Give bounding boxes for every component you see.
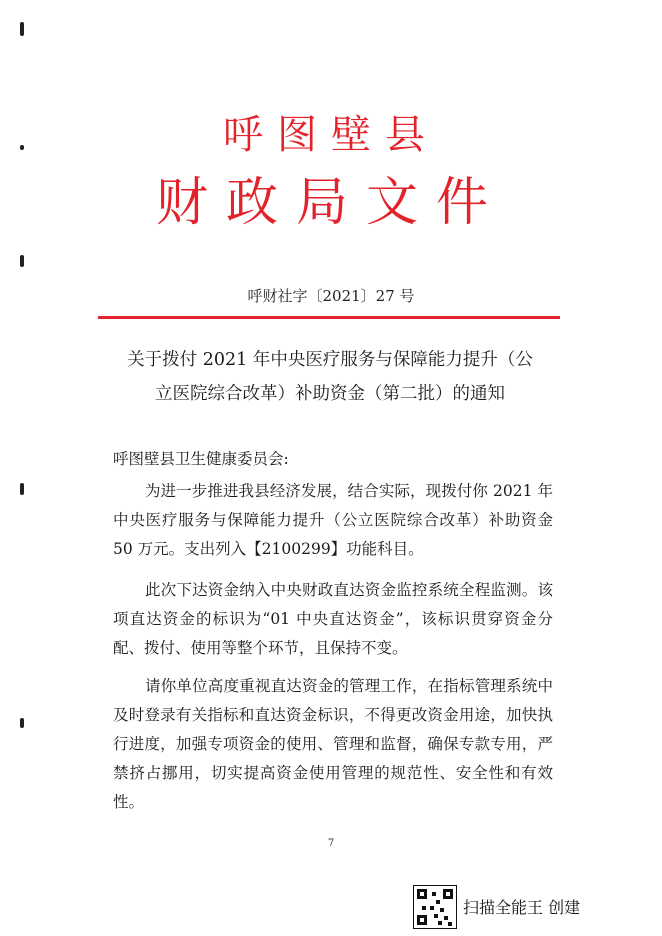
document-subject <box>100 343 560 411</box>
page-number: 7 <box>327 838 335 849</box>
binding-mark <box>20 22 24 36</box>
body-paragraph: 为进一步推进我县经济发展，结合实际，现拨付你 2021 年中央医疗服务与保障能力提升（公立医院综合改革）补助资金 50 万元。支出列入【2100299】功能科目。 <box>113 482 553 558</box>
body-paragraph: 此次下达资金纳入中央财政直达资金监控系统全程监测。该项直达资金的标识为“01 中央直达资金”，该标识贯穿资金分配、拨付、使用等整个环节，且保持不变。 <box>113 581 553 657</box>
scanner-watermark: 扫描全能王 创建 <box>463 898 581 917</box>
binding-mark <box>20 718 24 728</box>
header-org: 呼图壁县 <box>223 112 439 158</box>
binding-mark <box>20 255 24 267</box>
qr-code-icon <box>413 885 457 929</box>
body-paragraph: 请你单位高度重视直达资金的管理工作，在指标管理系统中及时登录有关指标和直达资金标识，不得更改资金用途，加快执行进度，加强专项资金的使用、管理和监督，确保专款专用，严禁挤占挪用，切实提高资金使用管理的规范性、安全性和有效性。 <box>113 677 553 811</box>
binding-mark <box>20 483 24 495</box>
document-number: 呼财社字〔2021〕27 号 <box>247 287 415 305</box>
subject-line-1: 关于拨付 2021 年中央医疗服务与保障能力提升（公 <box>127 350 533 370</box>
red-divider <box>98 316 560 319</box>
header-doc-type: 财政局文件 <box>155 173 506 233</box>
addressee: 呼图壁县卫生健康委员会: <box>113 450 289 468</box>
subject-line-2: 立医院综合改革）补助资金（第二批）的通知 <box>155 384 505 404</box>
